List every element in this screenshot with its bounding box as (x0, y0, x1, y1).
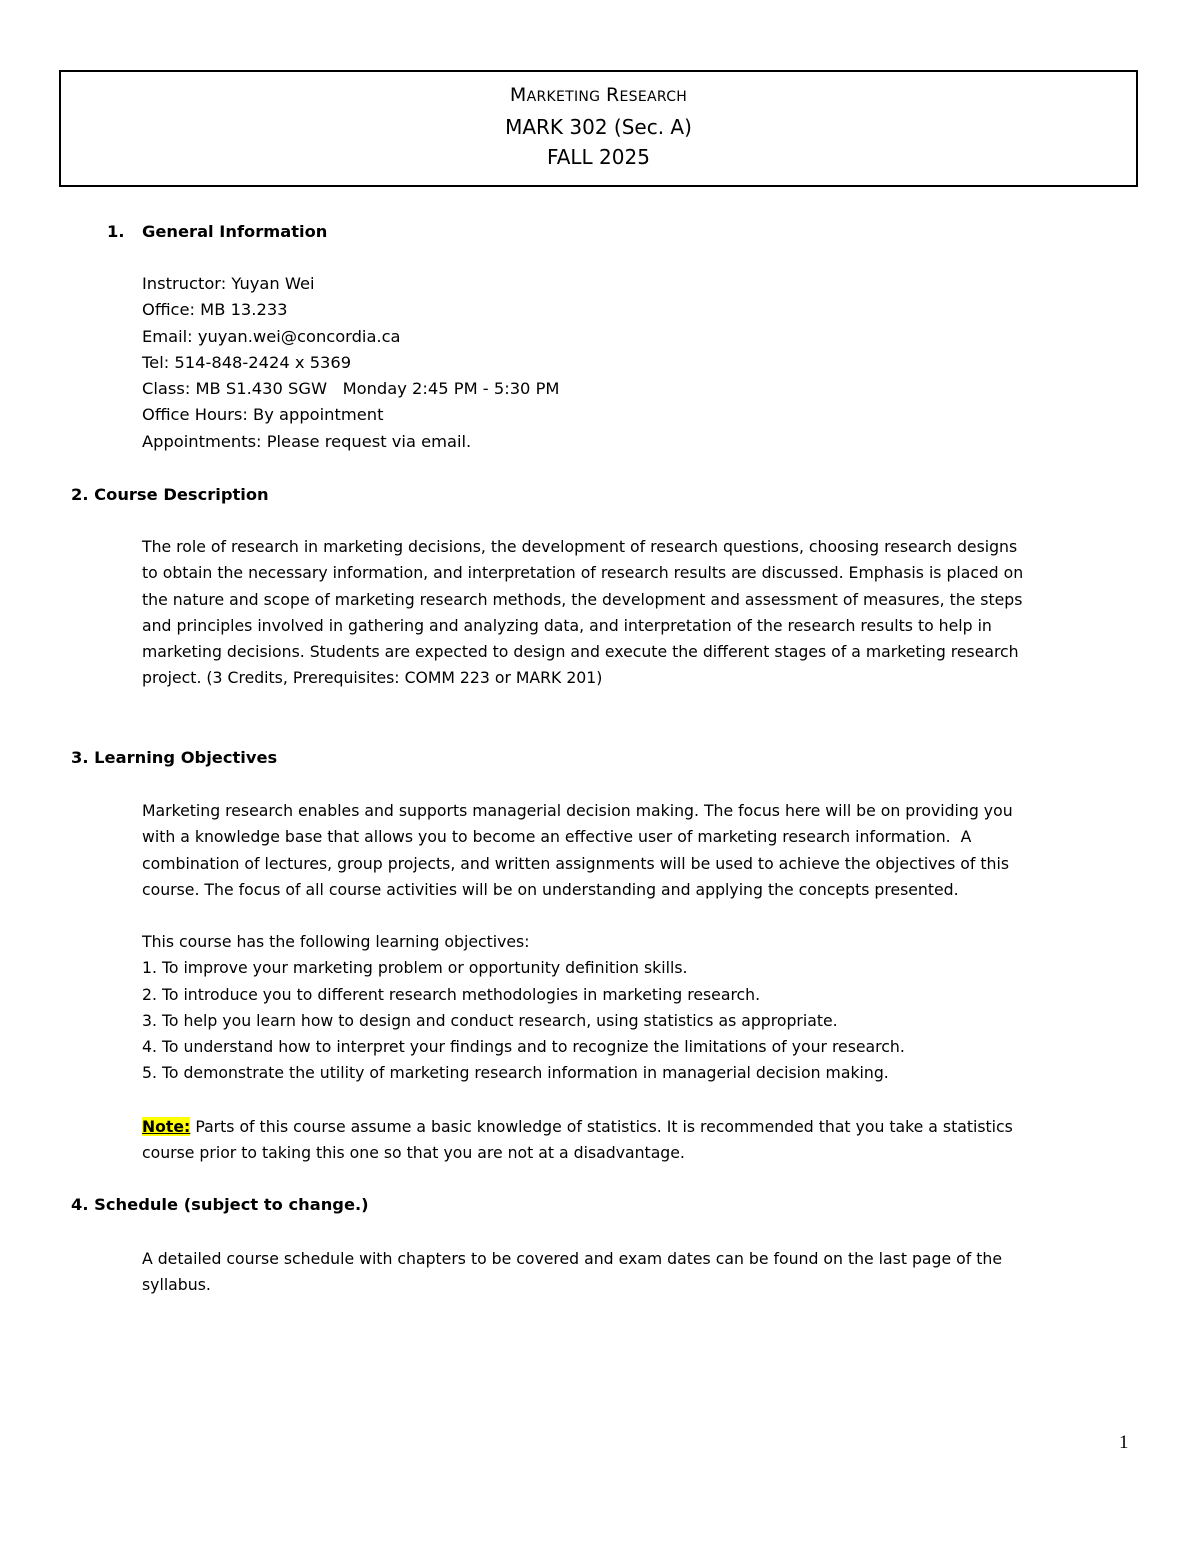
objective-item: 1. To improve your marketing problem or opportunity definition skills. (142, 958, 688, 978)
course-title-rest-2: ESEARCH (619, 89, 688, 105)
section-1-number: 1. (107, 222, 125, 241)
course-code: MARK 302 (Sec. A) (505, 115, 692, 139)
paragraph-line: The role of research in marketing decisions, the development of research questions, choosing research designs (142, 537, 1018, 556)
instructor-line: Instructor: Yuyan Wei (142, 274, 315, 293)
paragraph-line: Marketing research enables and supports managerial decision making. The focus here will be on providing you (142, 801, 1013, 820)
course-title-cap-2: R (606, 84, 620, 106)
paragraph-line: course. The focus of all course activities will be on understanding and applying the concepts presented. (142, 879, 959, 899)
note-text-1: Parts of this course assume a basic knowledge of statistics. It is recommended that you take a statistics (190, 1117, 1013, 1136)
course-term: FALL 2025 (547, 145, 650, 169)
paragraph-line: and principles involved in gathering and analyzing data, and interpretation of the research results to help in (142, 615, 992, 635)
course-title-rest-1: ARKETING (526, 89, 601, 105)
office-line: Office: MB 13.233 (142, 300, 288, 320)
section-2-heading: 2. Course Description (71, 485, 269, 504)
paragraph-line: with a knowledge base that allows you to become an effective user of marketing research information. A (142, 827, 972, 847)
section-4-heading: 4. Schedule (subject to change.) (71, 1195, 369, 1214)
course-title-cap-1: M (509, 84, 527, 106)
appointments-line: Appointments: Please request via email. (142, 431, 472, 451)
objective-item: 2. To introduce you to different research methodologies in marketing research. (142, 984, 761, 1004)
paragraph-line: combination of lectures, group projects, and written assignments will be used to achieve the objectives of this (142, 853, 1010, 873)
general-info-block (142, 271, 559, 455)
office-hours-line: Office Hours: By appointment (142, 405, 384, 425)
note-line-2: course prior to taking this one so that you are not at a disadvantage. (142, 1143, 685, 1163)
class-line: Class: MB S1.430 SGW Monday 2:45 PM - 5:30 PM (142, 379, 560, 399)
section-3-heading: 3. Learning Objectives (71, 748, 278, 767)
objectives-intro: This course has the following learning objectives: (142, 932, 530, 951)
course-description-block (142, 534, 1023, 692)
note-line-1 (142, 1114, 1013, 1140)
email-line: Email: yuyan.wei@concordia.ca (142, 326, 401, 346)
objectives-list (142, 929, 905, 1087)
paragraph-line: syllabus. (142, 1275, 211, 1295)
paragraph-line: project. (3 Credits, Prerequisites: COMM 223 or MARK 201) (142, 668, 603, 688)
paragraph-line: to obtain the necessary information, and interpretation of research results are discussed. Emphasis is placed on (142, 563, 1024, 583)
objective-item: 5. To demonstrate the utility of marketing research information in managerial decision making. (142, 1063, 889, 1083)
course-title (61, 80, 1136, 112)
title-box (59, 70, 1138, 187)
paragraph-line: the nature and scope of marketing research methods, the development and assessment of measures, the steps (142, 589, 1023, 609)
paragraph-line: A detailed course schedule with chapters to be covered and exam dates can be found on the last page of the (142, 1249, 1002, 1268)
note-block (142, 1114, 1013, 1167)
learning-objectives-intro (142, 798, 1013, 903)
tel-line: Tel: 514-848-2424 x 5369 (142, 352, 352, 372)
paragraph-line: marketing decisions. Students are expected to design and execute the different stages of a marketing research (142, 642, 1019, 662)
section-1-heading: General Information (142, 222, 328, 241)
page-number: 1 (1119, 1432, 1129, 1453)
schedule-block (142, 1246, 1002, 1299)
note-label: Note: (142, 1117, 191, 1136)
objective-item: 4. To understand how to interpret your findings and to recognize the limitations of your research. (142, 1037, 905, 1057)
objective-item: 3. To help you learn how to design and conduct research, using statistics as appropriate. (142, 1010, 838, 1030)
